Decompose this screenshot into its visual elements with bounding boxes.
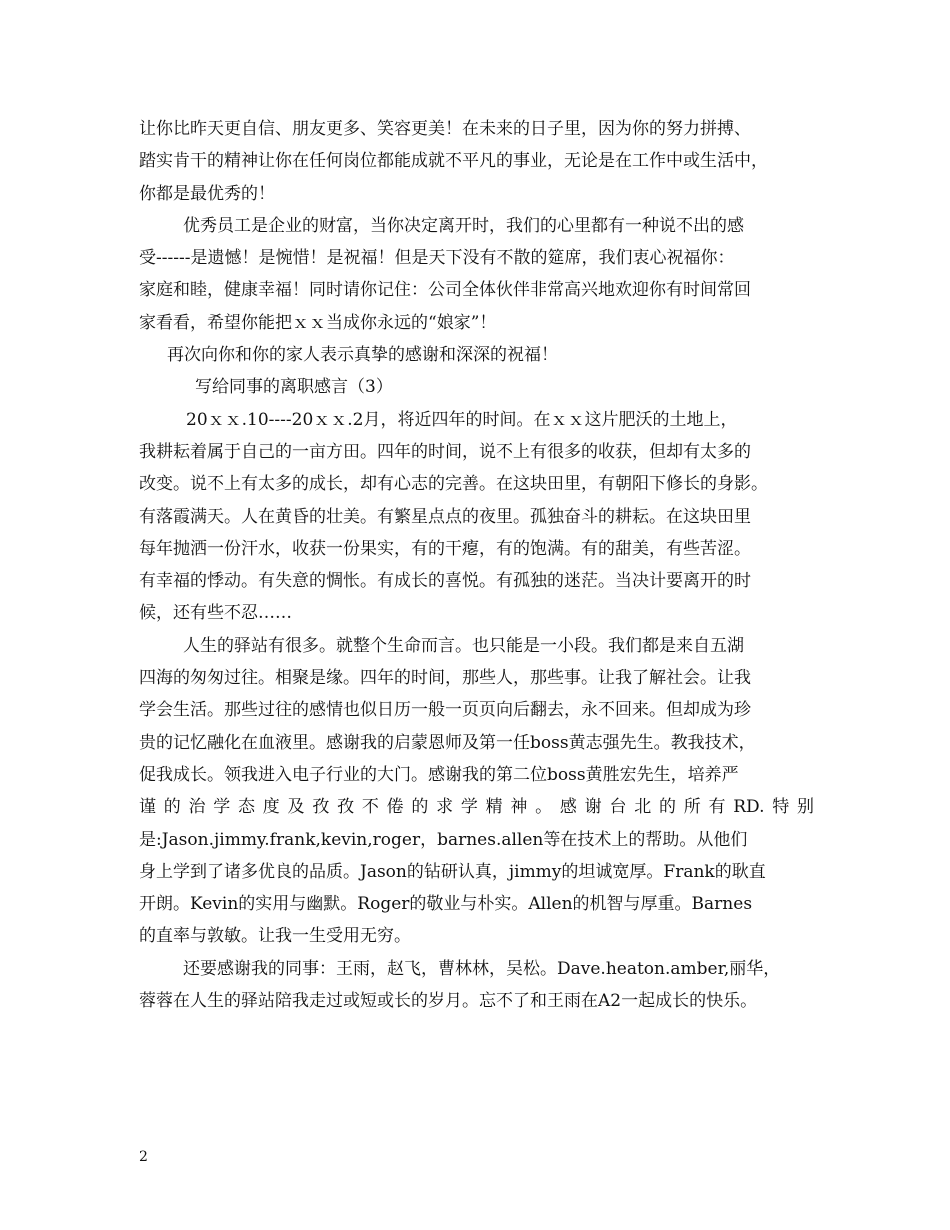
page-number: 2 xyxy=(139,1149,148,1165)
text-line: 我耕耘着属于自己的一亩方田。四年的时间，说不上有很多的收获，但却有太多的 xyxy=(139,441,751,462)
text-line: 谨的治学态度及孜孜不倦的求学精神。感谢台北的所有RD.特别 xyxy=(139,797,814,818)
text-line: 家庭和睦，健康幸福！同时请你记住：公司全体伙伴非常高兴地欢迎你有时间常回 xyxy=(139,280,751,301)
text-line: 促我成长。领我进入电子行业的大门。感谢我的第二位boss黄胜宏先生，培养严 xyxy=(139,764,739,785)
text-line: 改变。说不上有太多的成长，却有心志的完善。在这块田里，有朝阳下修长的身影。 xyxy=(139,474,768,495)
text-line: 候，还有些不忍…… xyxy=(139,603,292,624)
text-line: 身上学到了诸多优良的品质。Jason的钻研认真，jimmy的坦诚宽厚。Frank的耿直 xyxy=(139,861,766,882)
text-line: 蓉蓉在人生的驿站陪我走过或短或长的岁月。忘不了和王雨在A2一起成长的快乐。 xyxy=(139,991,758,1012)
text-line: 每年抛洒一份汗水，收获一份果实，有的干瘪，有的饱满。有的甜美，有些苦涩。 xyxy=(139,538,751,559)
text-line: 有幸福的悸动。有失意的惆怅。有成长的喜悦。有孤独的迷茫。当决计要离开的时 xyxy=(139,571,751,592)
text-line: 开朗。Kevin的实用与幽默。Roger的敬业与朴实。Allen的机智与厚重。Barnes xyxy=(139,894,753,915)
text-line: 优秀员工是企业的财富，当你决定离开时，我们的心里都有一种说不出的感 xyxy=(183,215,744,236)
text-line: 20ｘｘ.10----20ｘｘ.2月，将近四年的时间。在ｘｘ这片肥沃的土地上， xyxy=(186,409,738,430)
text-line: 四海的匆匆过往。相聚是缘。四年的时间，那些人，那些事。让我了解社会。让我 xyxy=(139,668,751,689)
text-line: 人生的驿站有很多。就整个生命而言。也只能是一小段。我们都是来自五湖 xyxy=(183,635,744,656)
text-line: 家看看，希望你能把ｘｘ当成你永远的“娘家”！ xyxy=(139,312,497,333)
text-line: 再次向你和你的家人表示真挚的感谢和深深的祝福！ xyxy=(167,345,558,366)
document-body xyxy=(139,113,814,1017)
text-line: 受------是遗憾！是惋惜！是祝福！但是天下没有不散的筵席，我们衷心祝福你： xyxy=(139,248,735,269)
text-line: 是:Jason.jimmy.frank,kevin,roger，barnes.allen等在技术上的帮助。从他们 xyxy=(139,829,748,850)
text-line: 学会生活。那些过往的感情也似日历一般一页页向后翻去，永不回来。但却成为珍 xyxy=(139,700,751,721)
text-line: 贵的记忆融化在血液里。感谢我的启蒙恩师及第一任boss黄志强先生。教我技术， xyxy=(139,732,756,753)
text-line: 有落霞满天。人在黄昏的壮美。有繁星点点的夜里。孤独奋斗的耕耘。在这块田里 xyxy=(139,506,751,527)
text-line: 让你比昨天更自信、朋友更多、笑容更美！在未来的日子里，因为你的努力拼搏、 xyxy=(139,119,751,139)
text-line: 的直率与敦敏。让我一生受用无穷。 xyxy=(139,926,411,947)
text-line: 你都是最优秀的！ xyxy=(139,183,275,204)
text-line: 写给同事的离职感言（3） xyxy=(195,377,393,398)
text-line: 还要感谢我的同事：王雨，赵飞，曹林林，吴松。Dave.heaton.amber,丽华， xyxy=(183,958,781,979)
text-line: 踏实肯干的精神让你在任何岗位都能成就不平凡的事业，无论是在工作中或生活中， xyxy=(139,151,768,172)
